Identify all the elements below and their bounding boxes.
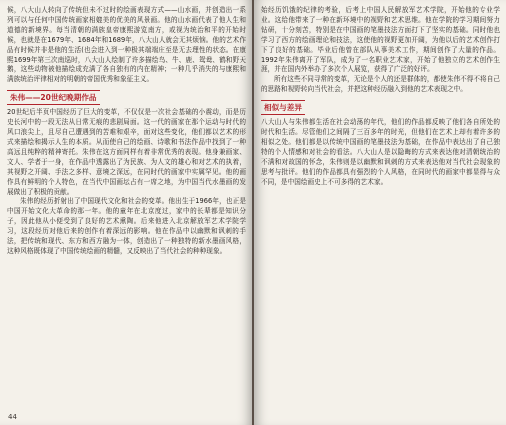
right-paragraph-1: 始经历饥饿的纪律的考验，后考上中国人民解放军艺术学院，开始他的专业学业。这给他带来了一种在新环境中的视野和艺术思维。他在学院的学习期间努力钻研，十分刻苦，特别是在中国画的笔墨技法方面打下了坚实的基础。同时他也学习了西方的绘画理论和技法，这使他的视野更加开阔，为他以后的艺术创作打下了良好的基础。毕业后他曾在部队从事美术工作，期间创作了大量的作品。1992年朱伟离开了军队，成为了一名职业艺术家，开始了他独立的艺术创作生涯，并在国内外举办了多次个人展览，获得了广泛的好评。 [261,6,500,74]
section-heading-zhu-wei: 朱伟——20世纪晚期作品 [7,90,100,105]
left-paragraph-3: 朱伟的经历折射出了中国现代文化和社会的变革。他出生于1966年，也正是中国开始文化大革命的那一年。他的童年在北京度过，家中的长辈都是知识分子，因此他从小便受到了良好的艺术熏陶。后来他进入北京解放军艺术学院学习，这段经历对他后来的创作有着深远的影响。他在作品中以幽默和讽刺的手法，把传统和现代、东方和西方融为一体，创造出了一种独特的新水墨画风格，这种风格既体现了中国传统绘画的精髓，又反映出了当代社会的种种现象。 [7,197,246,255]
left-paragraph-1: 候，八大山人转向了传统但未不过时的绘画表现方式——山水画，并创造出一系列可以与任何中国传统画家相媲美的优美的风景画。他的山水画代表了他人生和道德的新境界。每当清朝的满族皇帝康熙游览南方，或视为统治和平的开始时候，也就是在1679年、1684年和1689年，八大山人就会无其烦恼。他的艺术作品有时候并非是他的生活(也会进入到一种极其端端庄至是无去理性的状态。在康熙1699年第三次南巡时，八大山人绘制了许多描绘鸟、牛、鹿、鸳鸯、鹤和野天鹅，这些动物被他描绘成充满了各自独有的内在精神；一种几乎消失的与康熙和满族统治评律相对的明朝的帝国优秀和象征主义。 [7,6,246,84]
right-page [254,0,506,425]
right-paragraph-3: 八大山人与朱伟都生活在社会动荡的年代，他们的作品都反映了他们各自所处的时代和生活。尽管他们之间隔了三百多年的时光，但他们在艺术上却有着许多的相似之处。他们都是以传统中国画的笔墨技法为基础，在作品中表达出了自己独特的个人情感和对社会的看法。八大山人是以隐晦的方式来表达他对清朝统治的不满和对故国的怀念，朱伟则是以幽默和讽刺的方式来表达他对当代社会现象的思考与批评。他们的作品都具有强烈的个人风格，在同时代的画家中都显得与众不同，是中国绘画史上不可多得的艺术家。 [261,118,500,186]
left-paragraph-2: 20世纪后半页中国经历了巨大的变革，不仅仅是一次社会基础的小震动，而是历史长河中的一段无法从日常无痕的悲剧局面。这一代的画家在那个运动与时代的风口浪尖上，且尽自己遭遇到的苦难和艰辛，面对这些变化，他们都以艺术的形式来描绘和揭示人生的本质。从而使自己的绘画、诗歌和书法作品中找到了一种高远且纯粹的精神寄托。朱伟在这方面同样有着非常优秀的表现。他身兼画家、文人、学者于一身，在作品中透露出了为民族、为人文的雄心和对艺术的执着，其视野之开阔、手法之多样、意境之深远，在同时代的画家中实属罕见。他的画作具有鲜明的个人特色，在当代中国画坛占有一席之地，为中国当代水墨画的发展做出了积极的贡献。 [7,108,246,196]
right-paragraph-2: 所有这些不同寻常的变革，无论是个人的还是群体的，都使朱伟不得不将自己的思路和视野转向当代社会，并把这种经历融入到他的艺术表现之中。 [261,75,500,94]
page-number: 44 [8,413,17,421]
section-heading-similarities: 相似与差异 [261,100,305,115]
left-page [0,0,252,425]
